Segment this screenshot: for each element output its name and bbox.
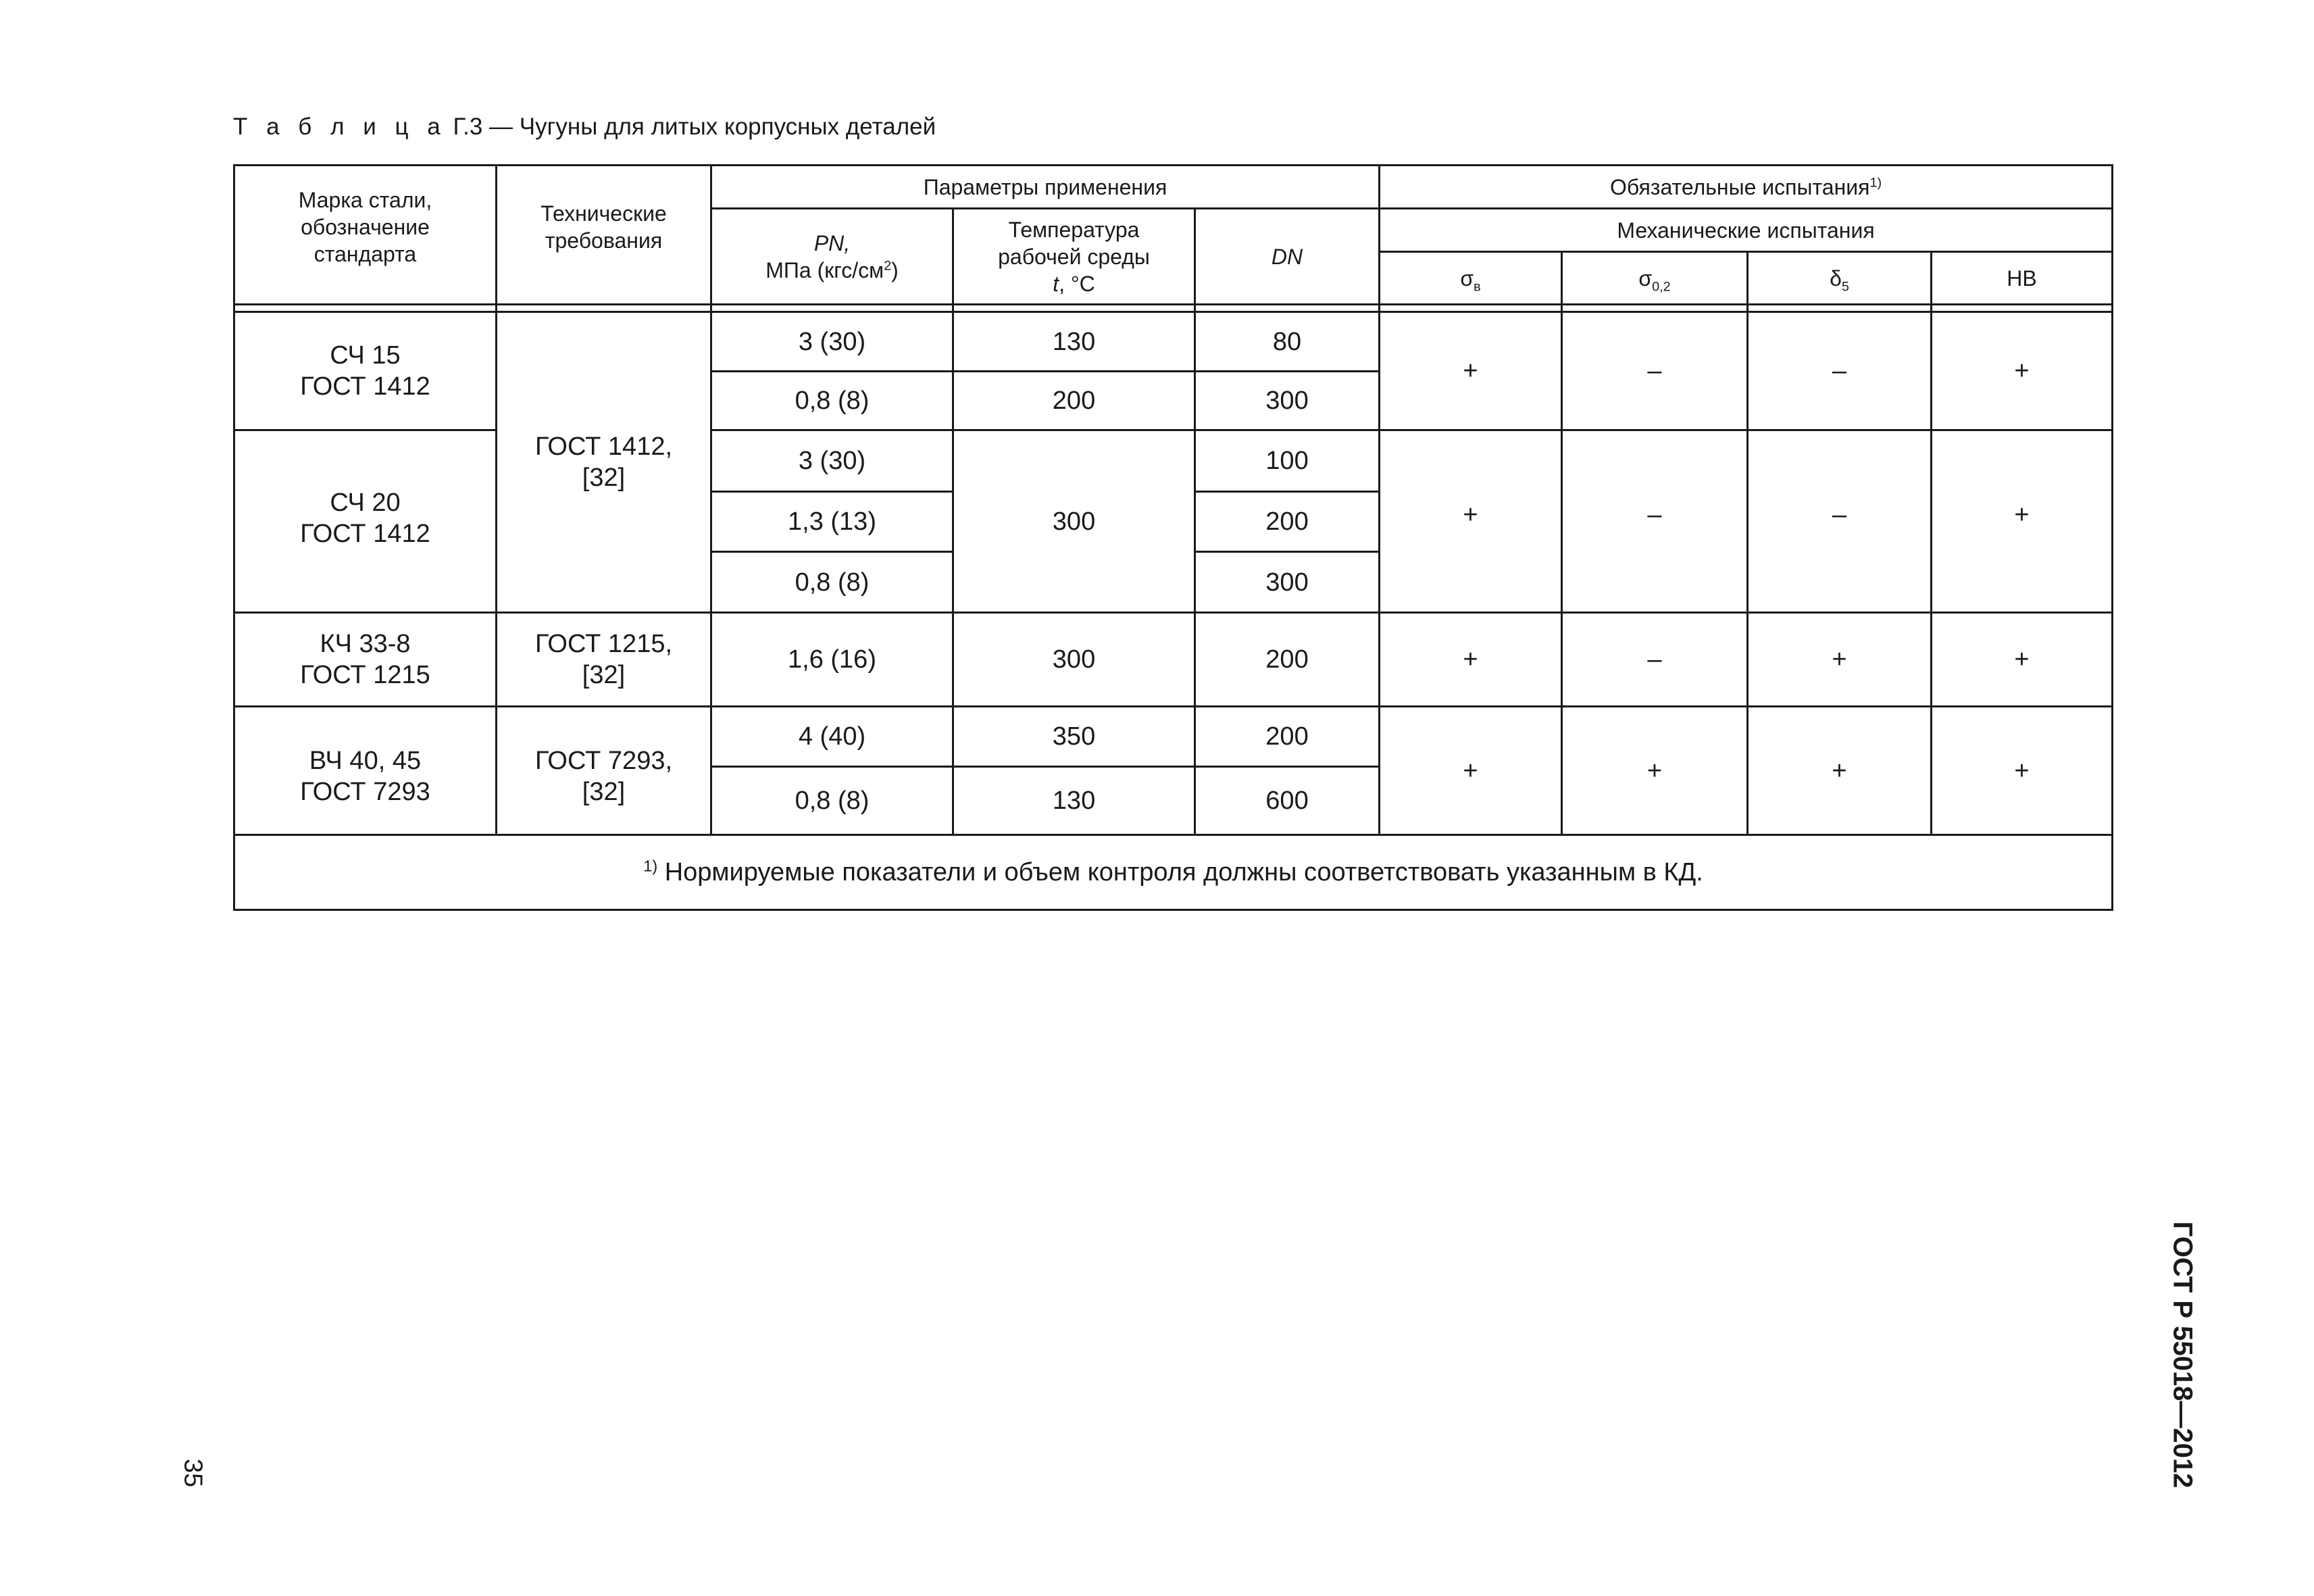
pn-label: PN, <box>813 230 851 255</box>
footnote-mark: 1) <box>643 857 658 875</box>
grade-standard: ГОСТ 1412 <box>300 372 430 401</box>
header-tech: Технические требования <box>497 166 711 305</box>
table-row <box>234 613 2113 707</box>
temp-cell: 130 <box>953 767 1195 835</box>
grade-line: СЧ 20 <box>330 488 401 517</box>
test-hb: + <box>1932 707 2113 835</box>
footnote-text: Нормируемые показатели и объем контроля должны соответствовать указанным в КД. <box>657 858 1703 887</box>
grade-standard: ГОСТ 7293 <box>300 777 430 806</box>
header-pn <box>711 209 953 305</box>
cast-iron-table <box>233 164 2113 911</box>
delta5-symbol: δ <box>1830 266 1842 291</box>
tech-line: ГОСТ 1215, <box>534 630 673 658</box>
temp-cell: 300 <box>953 430 1195 613</box>
grade-line: ВЧ 40, 45 <box>309 746 422 775</box>
page-number-text: 35 <box>178 1458 207 1488</box>
tech-cell <box>497 707 711 835</box>
test-delta5: – <box>1748 430 1932 613</box>
dn-cell: 200 <box>1195 492 1380 552</box>
caption-label: Т а б л и ц а <box>233 114 447 140</box>
grade-cell <box>234 613 497 707</box>
header-tests-group <box>1380 166 2113 209</box>
test-hb: + <box>1932 613 2113 707</box>
tech-cell <box>497 613 711 707</box>
table-row <box>234 707 2113 767</box>
sigma-02-symbol: σ <box>1638 266 1653 291</box>
test-delta5: – <box>1748 312 1932 430</box>
tech-line: ГОСТ 7293, <box>534 746 673 775</box>
tests-group-label: Обязательные испытания <box>1609 174 1870 199</box>
grade-line: СЧ 15 <box>330 341 401 370</box>
dn-cell: 100 <box>1195 430 1380 492</box>
header-temperature <box>953 209 1195 305</box>
grade-cell <box>234 430 497 613</box>
tests-footnote-mark: 1) <box>1869 174 1882 190</box>
dn-cell: 200 <box>1195 707 1380 767</box>
grade-standard: ГОСТ 1412 <box>300 519 430 548</box>
sigma-02-sub: 0,2 <box>1652 278 1671 294</box>
test-sigma-b: + <box>1380 707 1562 835</box>
pn-unit-sup: 2 <box>884 257 892 273</box>
temp-var: t <box>1053 271 1059 296</box>
pn-cell: 0,8 (8) <box>711 552 953 613</box>
temp-cell: 300 <box>953 613 1195 707</box>
table-row <box>234 312 2113 372</box>
pn-cell: 1,6 (16) <box>711 613 953 707</box>
test-hb: + <box>1932 312 2113 430</box>
footnote-row <box>234 835 2113 910</box>
tech-ref: [32] <box>582 777 626 806</box>
tech-ref: [32] <box>582 661 626 689</box>
grade-cell <box>234 312 497 430</box>
temp-line1: Температура <box>1008 217 1140 242</box>
dn-cell: 300 <box>1195 372 1380 430</box>
sigma-b-symbol: σ <box>1460 266 1474 291</box>
delta5-sub: 5 <box>1841 278 1849 294</box>
test-sigma-b: + <box>1380 312 1562 430</box>
test-sigma-02: – <box>1562 613 1748 707</box>
header-dn: DN <box>1195 209 1380 305</box>
dn-cell: 300 <box>1195 552 1380 613</box>
header-mech-group: Механические испытания <box>1380 209 2113 252</box>
pn-cell: 4 (40) <box>711 707 953 767</box>
sigma-b-sub: в <box>1474 278 1481 294</box>
pn-cell: 0,8 (8) <box>711 372 953 430</box>
document-code-text: ГОСТ Р 55018—2012 <box>2167 1221 2198 1489</box>
test-delta5: + <box>1748 707 1932 835</box>
tech-line: ГОСТ 1412, <box>534 432 673 461</box>
header-sigma-b <box>1380 252 1562 305</box>
temp-line2: рабочей среды <box>998 244 1150 269</box>
pn-cell: 0,8 (8) <box>711 767 953 835</box>
page-number <box>172 1453 213 1493</box>
grade-standard: ГОСТ 1215 <box>300 661 430 689</box>
test-sigma-02: – <box>1562 430 1748 613</box>
pn-cell: 1,3 (13) <box>711 492 953 552</box>
grade-cell <box>234 707 497 835</box>
header-hb: НВ <box>1932 252 2113 305</box>
temp-unit: , °С <box>1059 271 1095 296</box>
tech-ref: [32] <box>582 464 626 492</box>
grade-line: КЧ 33-8 <box>320 630 411 658</box>
test-sigma-02: + <box>1562 707 1748 835</box>
caption-text: Г.3 — Чугуны для литых корпусных деталей <box>446 114 936 140</box>
temp-cell: 350 <box>953 707 1195 767</box>
document-code <box>2155 1213 2209 1497</box>
dn-cell: 600 <box>1195 767 1380 835</box>
test-delta5: + <box>1748 613 1932 707</box>
pn-unit-close: ) <box>891 257 899 282</box>
dn-cell: 80 <box>1195 312 1380 372</box>
pn-unit: МПа (кгс/см <box>765 257 884 282</box>
footnote <box>234 835 2113 910</box>
test-sigma-b: + <box>1380 613 1562 707</box>
table-caption <box>233 115 936 139</box>
temp-cell: 200 <box>953 372 1195 430</box>
header-separator <box>234 305 2113 312</box>
pn-cell: 3 (30) <box>711 312 953 372</box>
temp-cell: 130 <box>953 312 1195 372</box>
tech-cell <box>497 312 711 613</box>
header-grade: Марка стали, обозначение стандарта <box>234 166 497 305</box>
test-sigma-02: – <box>1562 312 1748 430</box>
pn-cell: 3 (30) <box>711 430 953 492</box>
header-sigma-02 <box>1562 252 1748 305</box>
header-delta5 <box>1748 252 1932 305</box>
header-params-group: Параметры применения <box>711 166 1380 209</box>
test-sigma-b: + <box>1380 430 1562 613</box>
dn-cell: 200 <box>1195 613 1380 707</box>
test-hb: + <box>1932 430 2113 613</box>
